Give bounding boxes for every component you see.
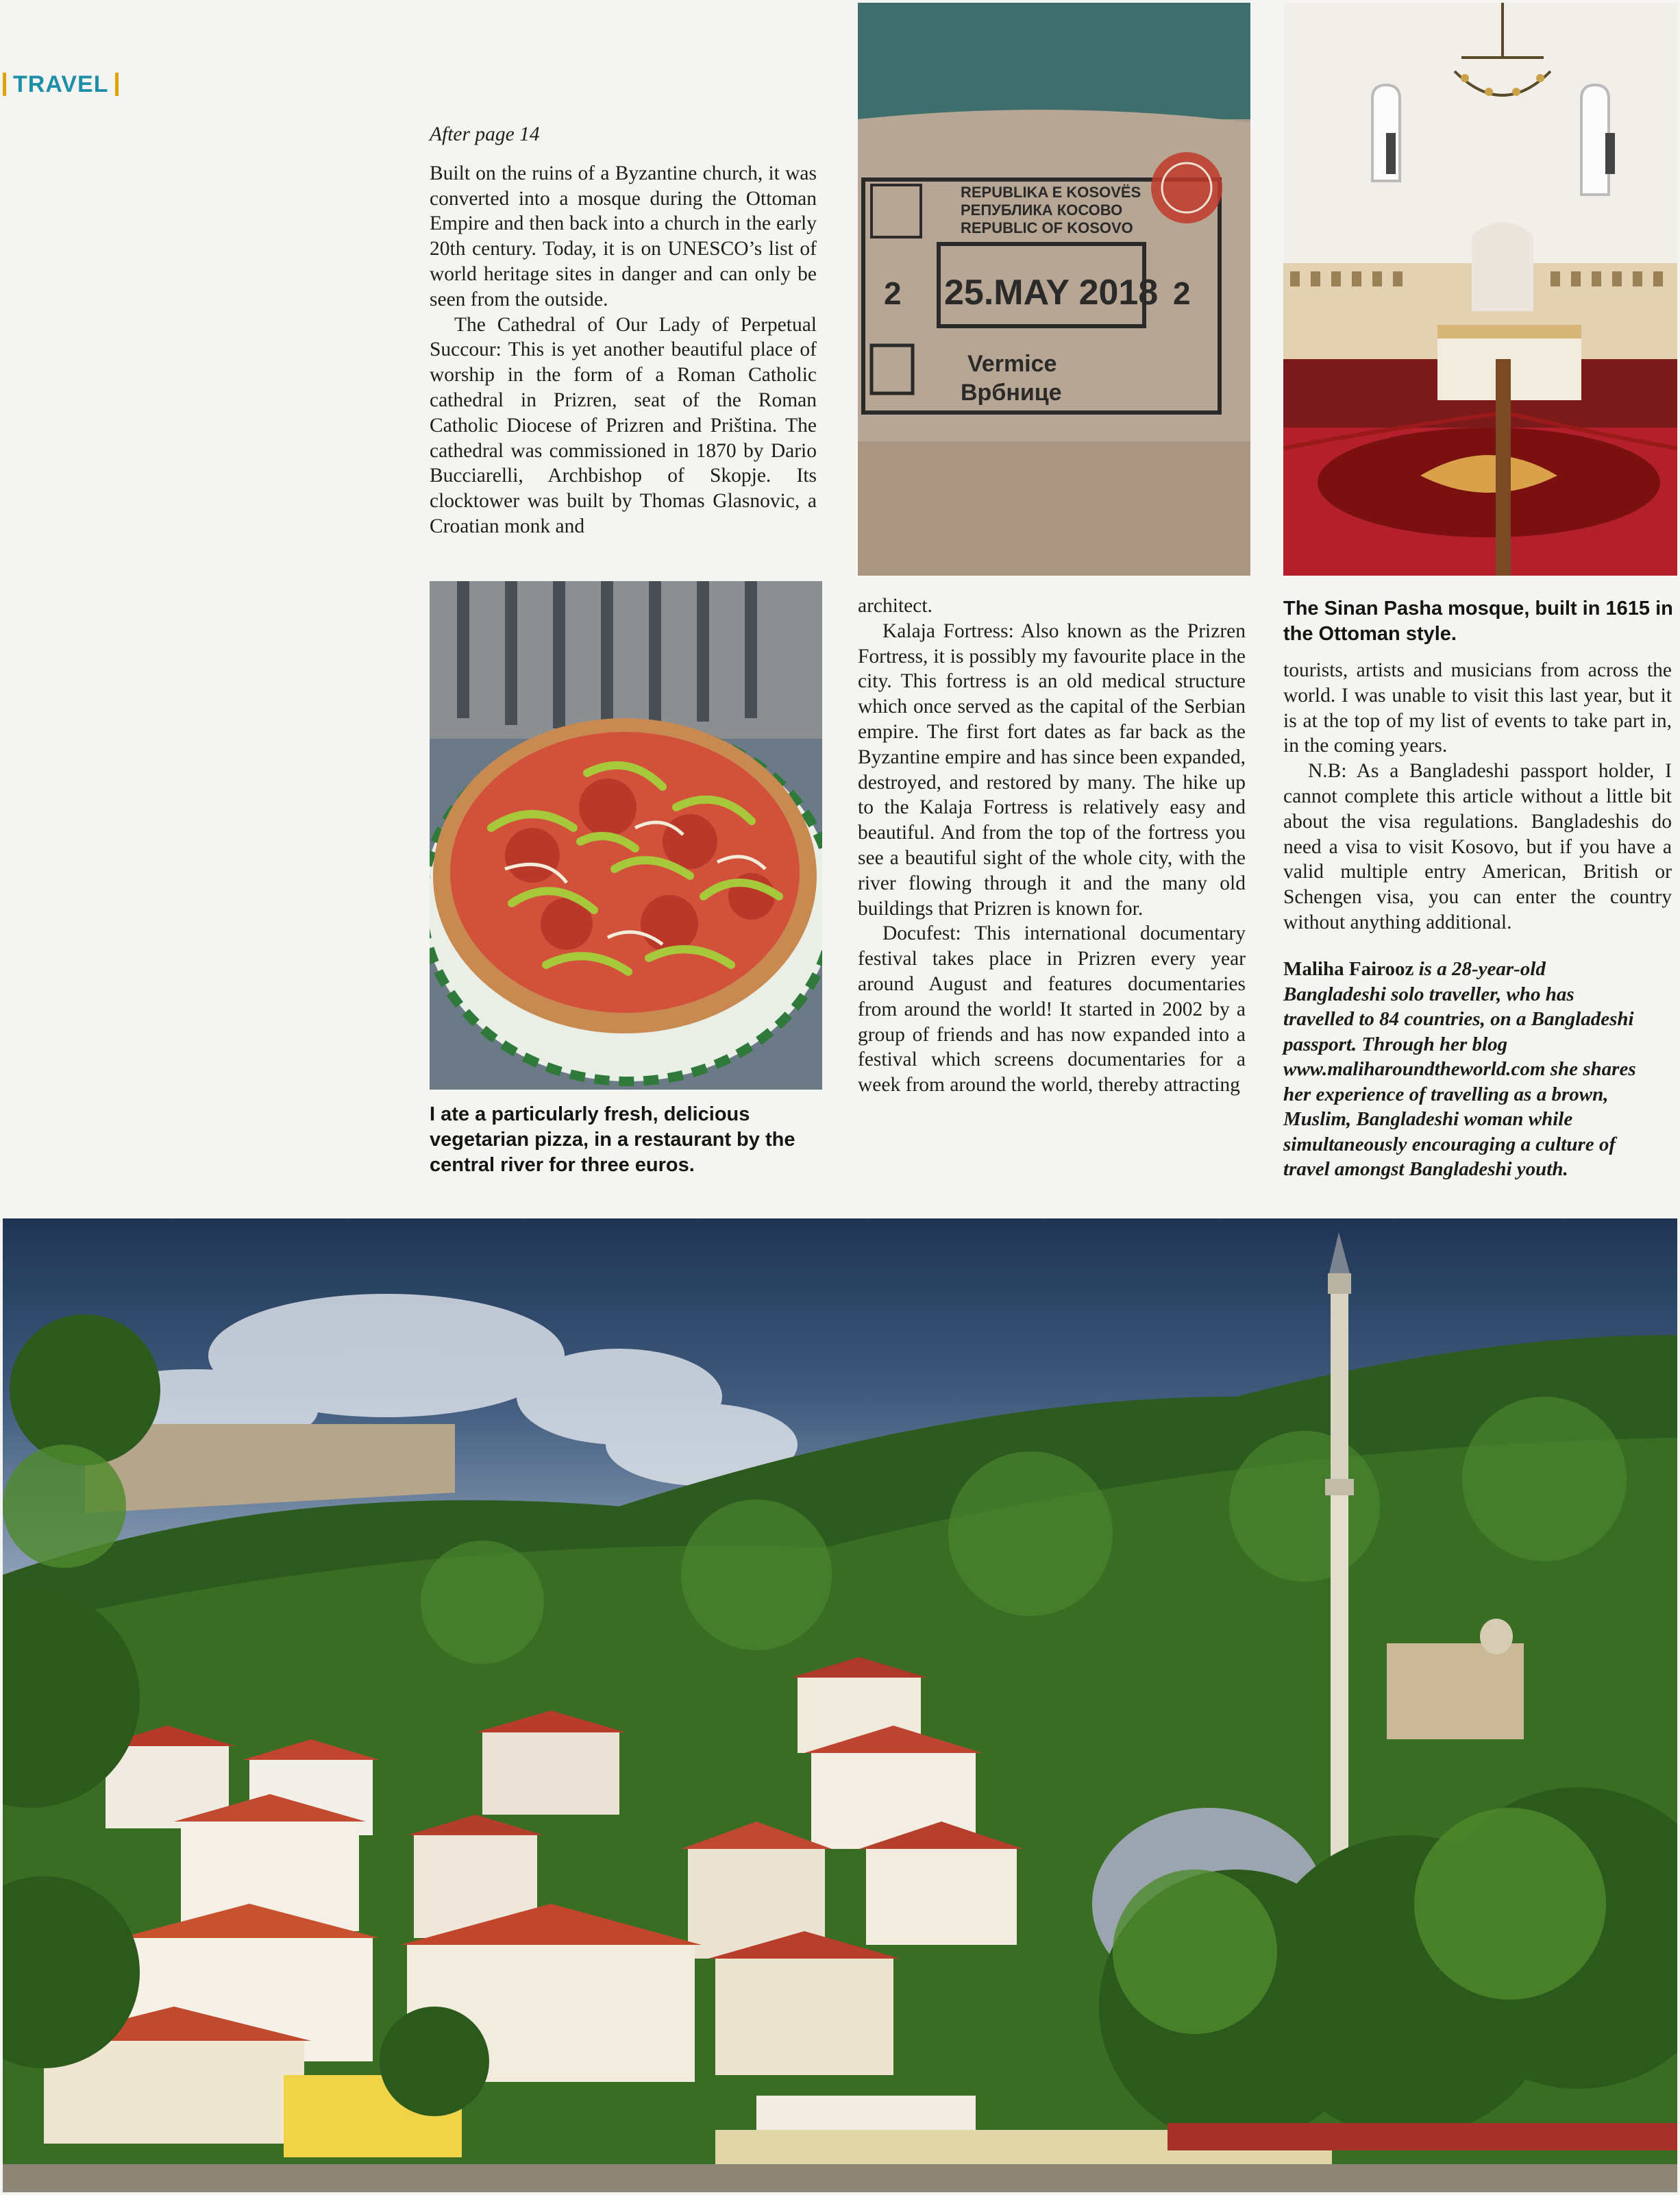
- stamp-place-latin: Vermice: [967, 351, 1057, 377]
- section-label: TRAVEL: [13, 71, 109, 97]
- stamp-date: 25.MAY 2018: [944, 273, 1159, 312]
- stamp-number-left: 2: [884, 275, 902, 311]
- article-column-2: [858, 593, 1246, 1098]
- author-name: Maliha Fairooz: [1283, 958, 1414, 980]
- paragraph: Kalaja Fortress: Also known as the Prizren Fortress, it is possibly my favourite place in the city. This fortress is an old medical structure which once served as the capital of the Serbian empire. The first fort dates as far back as the Byzantine empire and has since been expanded, destroyed, and restored by many. The hike up to the Kalaja Fortress is relatively easy and beautiful. And from the top of the fortress you see a beautiful sight of the whole city, with the river flowing through it and the many old buildings that Prizren is known for.: [858, 620, 1246, 920]
- prizren-panorama-photo: [3, 1218, 1677, 2192]
- paragraph: architect.: [858, 595, 932, 617]
- article-column-3: [1283, 658, 1672, 935]
- stamp-number-right: 2: [1173, 275, 1191, 311]
- author-bio-text: is a 28-year-old Bangladeshi solo traveller, who has travelled to 84 countries, on a Bangladeshi passport. Through her blog www.maliharoundtheworld.com she shares her experience of travelling as a brown, Muslim, Bangladeshi woman while simultaneously encouraging a culture of travel amongst Bangladeshi youth.: [1283, 958, 1636, 1180]
- mosque-interior-photo: [1283, 3, 1677, 576]
- article-column-1: [430, 122, 817, 539]
- author-bio: [1283, 957, 1640, 1182]
- paragraph: N.B: As a Bangladeshi passport holder, I cannot complete this article without a little bit about the visa regulations. Bangladeshis do need a visa to visit Kosovo, but if you have a valid multiple entry American, British or Schengen visa, you can enter the country without anything additional.: [1283, 760, 1672, 933]
- pizza-photo: [430, 581, 822, 1090]
- mosque-caption: The Sinan Pasha mosque, built in 1615 in the Ottoman style.: [1283, 598, 1673, 645]
- continued-from: After page 14: [430, 123, 540, 145]
- paragraph: The Cathedral of Our Lady of Perpetual Succour: This is yet another beautiful place of worship in the form of a Roman Catholic cathedral in Prizren, seat of the Roman Catholic Diocese of Prizren and Priština. The cathedral was commissioned in 1870 by Dario Bucciarelli, Archbishop of Skopje. Its clocktower was built by Thomas Glasnovic, a Croatian monk and: [430, 313, 817, 537]
- passport-stamp-photo: [858, 3, 1250, 576]
- stamp-line-2: РЕПУБЛИКА КОСОВО: [961, 201, 1123, 219]
- tag-bar-left: [3, 73, 6, 96]
- paragraph: Built on the ruins of a Byzantine church, it was converted into a mosque during the Ottoman Empire and then back into a church in the early 20th century. Today, it is on UNESCO’s list of world heritage sites in danger and can only be seen from the outside.: [430, 162, 817, 310]
- stamp-line-1: REPUBLIKA E KOSOVËS: [961, 184, 1141, 201]
- tag-bar-right: [115, 73, 119, 96]
- paragraph: tourists, artists and musicians from across the world. I was unable to visit this last year, but it is at the top of my list of events to take part in, in the coming years.: [1283, 659, 1672, 757]
- stamp-place-cyrillic: Врбнице: [961, 380, 1062, 406]
- stamp-line-3: REPUBLIC OF KOSOVO: [961, 219, 1133, 236]
- pizza-caption: I ate a particularly fresh, delicious vegetarian pizza, in a restaurant by the central river for three euros.: [430, 1103, 795, 1176]
- section-tag: [3, 69, 119, 100]
- paragraph: Docufest: This international documentary festival takes place in Prizren every year around August and features documentaries from around the world! It started in 2002 by a group of friends and has now expanded into a festival which screens documentaries for a week from around the world, thereby attracting: [858, 922, 1246, 1096]
